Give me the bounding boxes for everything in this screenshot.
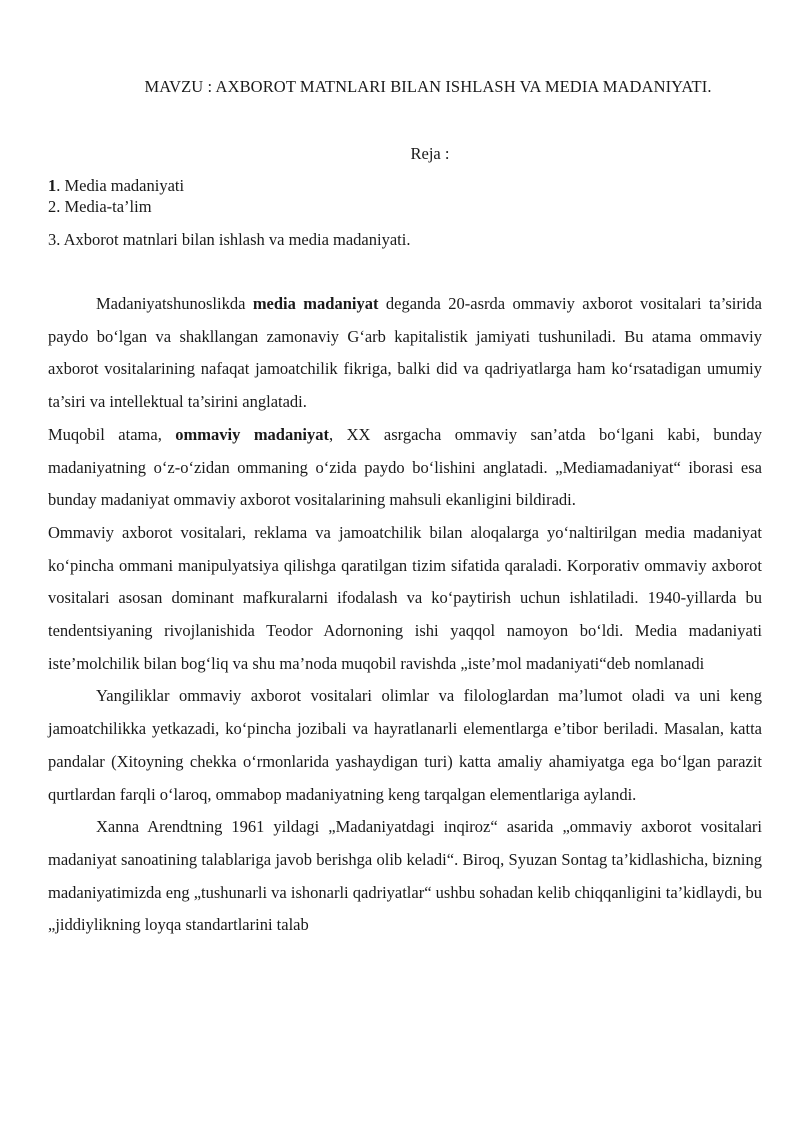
paragraph-2	[48, 419, 762, 517]
paragraph-2-term: ommaviy madaniyat	[175, 424, 329, 444]
paragraph-1-term: media madaniyat	[252, 294, 379, 313]
plan-item-1	[48, 176, 184, 196]
paragraph-5: Xanna Arendtning 1961 yildagi „Madaniyatdagi inqiroz“ asarida „ommaviy axborot vositalari madaniyat sanoatining talablariga javob berishga olib keladi“. Biroq, Syuzan Sontag ta’kidlashicha, bizning madaniyatimizda eng „tushunarli va ishonarli qadriyatlar“ ushbu sohadan kelib chiqqanligini ta’kidlaydi, bu „jiddiylikning loyqa standartlarini talab	[48, 817, 762, 935]
paragraph-2-rest: , XX asrgacha ommaviy san’atda bo‘lgani kabi, bunday madaniyatning o‘z-o‘zidan ommaning o‘zida paydo bo‘lishini anglatadi. „Mediamadaniyat“ iborasi esa bunday madaniyat ommaviy axborot vositalarining mahsuli ekanligini bildiradi.	[48, 424, 762, 510]
document-title: MAVZU : AXBOROT MATNLARI BILAN ISHLASH VA MEDIA MADANIYATI.	[144, 77, 712, 96]
paragraph-1-start: Madaniyatshunoslikda	[96, 294, 253, 313]
plan-item-1-number: 1	[48, 176, 57, 195]
paragraph-2-start: Muqobil atama,	[48, 424, 176, 444]
paragraph-4: Yangiliklar ommaviy axborot vositalari olimlar va filologlardan ma’lumot oladi va uni keng jamoatchilikka yetkazadi, ko‘pincha jozibali va hayratlanarli elementlarga e’tibor beriladi. Masalan, katta pandalar (Xitoyning chekka o‘rmonlarida yashaydigan turi) katta amaliy ahamiyatga ega bo‘lgan parazit qurtlardan farqli o‘laroq, ommabop madaniyatning keng tarqalgan elementlariga aylandi.	[48, 686, 762, 804]
plan-item-3: 3. Axborot matnlari bilan ishlash va media madaniyati.	[48, 230, 411, 249]
plan-heading: Reja :	[410, 144, 450, 163]
document-body	[48, 288, 762, 942]
paragraph-3: Ommaviy axborot vositalari, reklama va jamoatchilik bilan aloqalarga yo‘naltirilgan media madaniyat ko‘pincha ommani manipulyatsiya qilishga qaratilgan tizim sifatida qaraladi. Korporativ ommaviy axborot vositalari asosan dominant mafkuralarni ifodalash va ko‘paytirish uchun ishlatiladi. 1940-yillarda bu tendentsiyaning rivojlanishida Teodor Adornoning ishi yaqqol namoyon bo‘ldi. Media madaniyati iste’molchilik bilan bog‘liq va shu ma’noda muqobil ravishda „iste’mol madaniyati“deb nomlanadi	[48, 522, 762, 673]
paragraph-1	[48, 288, 762, 419]
plan-item-2: 2. Media-ta’lim	[48, 197, 152, 216]
paragraph-1-rest: deganda 20-asrda ommaviy axborot vositalari ta’sirida paydo bo‘lgan va shakllangan zamonaviy G‘arb kapitalistik jamiyati tushuniladi. Bu atama ommaviy axborot vositalarining nafaqat jamoatchilik fikriga, balki did va qadriyatlarga ham ko‘rsatadigan umumiy ta’siri va intellektual ta’sirini anglatadi.	[48, 294, 762, 412]
plan-item-1-text: . Media madaniyati	[56, 176, 185, 195]
